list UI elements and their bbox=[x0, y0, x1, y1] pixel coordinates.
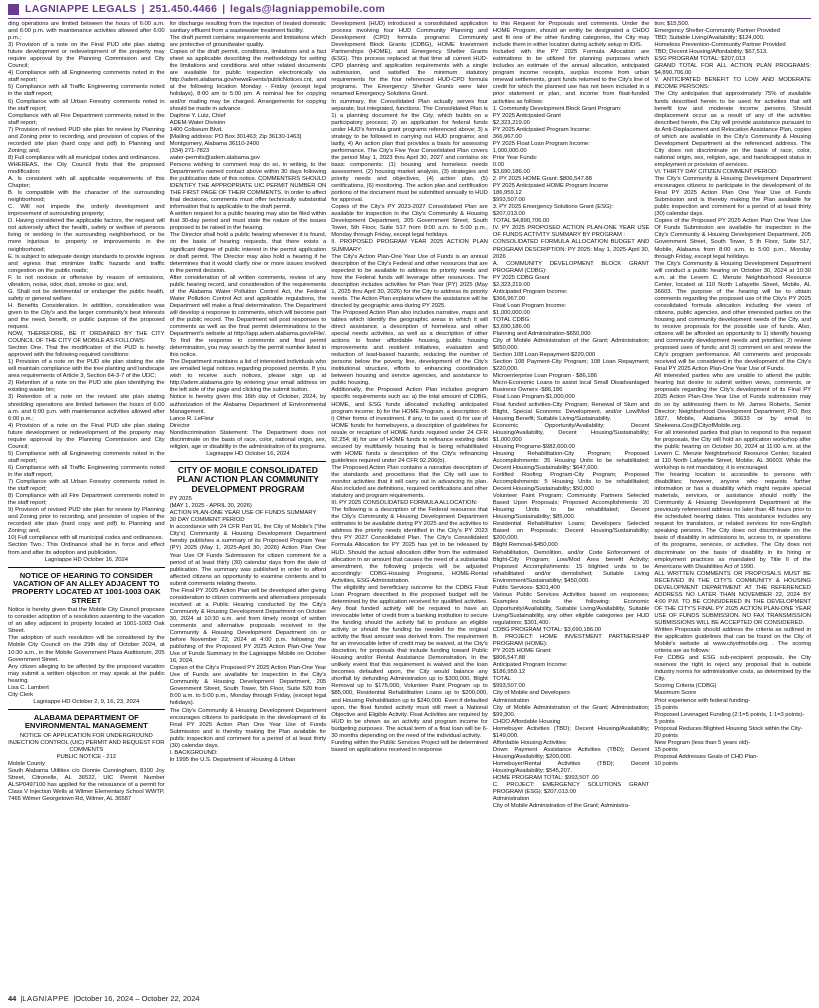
notice-paragraph: $1,000,000.00 bbox=[492, 309, 530, 316]
notice-paragraph: New Program (less than 5 years old)- bbox=[654, 739, 751, 746]
header-separator: | bbox=[222, 3, 226, 15]
notice-paragraph: Any citizen alleging to be affected by the proposed vacation may submit a written objection or may speak at the public hearing. bbox=[8, 663, 165, 684]
notice-paragraph: TOTAL bbox=[492, 676, 511, 683]
notice-paragraph: 15 points bbox=[654, 704, 678, 711]
notice-paragraph: Administration bbox=[492, 796, 530, 803]
notice-paragraph: $3,690,186.00 bbox=[492, 324, 530, 331]
notice-paragraph: $993,507.00 bbox=[492, 197, 525, 204]
footer-brand: LAGNIAPPE bbox=[22, 993, 70, 1003]
notice-paragraph: Development (HUD) introduced a consolidated application process involving four HUD Community Planning and Development (CPD) formula programs: Community Development Block Grants (CDBG), HOME Investment Partnerships (HOME), and Emergency Shelter Grants (ESG). This process replaced at that time all current HUD-CPD planning and application requirements with a single submission, and satisfied the minimum statutory requirements for the four referenced HUD-CPD formula programs. The Emergency Shelter Grants were later renamed Emergency Solutions Grant. bbox=[331, 21, 488, 98]
notice-paragraph: Prior experience with federal funding- bbox=[654, 697, 751, 704]
notice-paragraph: 1400 Coliseum Blvd. bbox=[169, 126, 223, 133]
section-marker-icon bbox=[8, 4, 19, 15]
notice-paragraph: $207,013.00 bbox=[492, 211, 525, 218]
notice-paragraph: 6) Compliance with all Traffic Engineering comments noted in the staff report; bbox=[8, 464, 165, 478]
notice-paragraph: Anticipated Program Income: bbox=[492, 662, 568, 669]
notice-paragraph: PY 2025 Anticipated Grant bbox=[492, 112, 561, 119]
notice-paragraph: Housing Programs-$982,600.00 bbox=[492, 443, 575, 450]
header-phone: 251.450.4466 bbox=[149, 3, 218, 15]
notice-paragraph: City of Mobile and Developers bbox=[492, 690, 570, 697]
notice-paragraph: Additionally, the Proposed Action Plan includes program specific requirements such as: a) the total amount of CDBG, HOME, and ESG funds allocated including anticipated program income; b) for the HOME Program, a description of: i) Other forms of investment, if any, to be used; ii) for use of HOME funds for homebuyers, a description of guidelines for resale or recapture of HOME funds required under 24 CFR 92.254; iii) for use of HOME funds to refinance existing debt secured by multifamily housing that is being rehabilitated with HOME funds a description of the City's refinancing guidelines required under 24 CFR 92.206(b). bbox=[331, 387, 488, 464]
notice-paragraph: The City anticipates that approximately 75% of available funds described herein to be used for activities that will benefit low and moderate income persons. Should displacement occur as a result of any of the activities described herein, the City will provide assistance pursuant to its Anti-Displacement and Relocation Assistance Plan, copies of which are available in the City's Community & Housing Development Department at the referenced address. The City does not discriminate on the basis of race, color, national origin, sex, religion, age, and handicapped status in employment or provision of services. bbox=[654, 91, 811, 168]
notice-paragraph: Rehabilitation, Demolition, and/or Code Enforcement of Blight-City Program; Low/Mod Area benefit Activity; Proposed Accomplishments: 15 blighted units to be rehabilitated and/or demolished; Suitable Living Environment/Sustainability; $450,000. bbox=[492, 549, 650, 584]
notice-paragraph: II. PROPOSED PROGRAM YEAR 2025 ACTION PLAN SUMMARY: bbox=[331, 239, 488, 253]
notice-paragraph: ALL WRITTEN COMMENTS OR PROPOSALS MUST BE RECEIVED IN THE CITY'S COMMUNITY & HOUSING DEVELOPMENT DEPARTMENT AT THE REFERENCED ADDRESS NO LATER THAN NOVEMBER 22, 2024 BY 4:00 P.M. TO BE CONSIDERED IN THE DEVELOPMENT OF THE CITY'S FINAL PY 2025 ACTION PLAN-ONE YEAR USE OF FUNDS SUBMISSION. NO FAX TRANSMISSION SUBMISSIONS WILL BE ACCEPTED OR CONSIDERED. bbox=[654, 570, 811, 626]
notice-paragraph: The eligibility and beneficiary outcome for the CDBG Float Loan Program described in the proposed budget will be determined by the application received for qualified activities. Any float funded activity will be required to have an irrevocable letter of credit from a banking institution to secure the funding should the activity fail to produce an eligible activity or should the funding be needed for the original activity the float amount was derived from. The requirement for an irrevocable letter of credit may be waived, at the City's discretion, for proposals that include funding toward Public Housing and/or Rental Assistance Demonstration. In the unlikely event that this requirement is waived and the loan becomes defaulted upon, the City would balance any shortfall by defunding Administration up to $300,000, Blight Removal up to $175,000, Volunteer Paint Program up to $85,000, Residential Rehabilitation Loans up to $200,000, and Housing Rehabilitation up to $240,000. Even if defaulted upon, the float funded activity must still meet a National Objective and Eligible Activity. Float Activities are required by HUD to be shown as an activity and program income for budgeting purposes. The actual term of a float loan will be 6-30 months depending on the need of the individual activity. bbox=[331, 584, 488, 739]
notice-paragraph: Homeless Prevention-Community Partner Provided bbox=[654, 42, 786, 49]
notice-paragraph: In 1995 the U.S. Department of Housing & Urban bbox=[169, 756, 296, 763]
column-1 bbox=[8, 21, 165, 987]
notice-paragraph: Affordable Housing Activities bbox=[492, 739, 566, 746]
notice-paragraph: Prior Year Funds: bbox=[492, 154, 538, 161]
notice-paragraph: CDBG PROGRAM TOTAL: $3,690,186.00 bbox=[492, 627, 602, 634]
notice-paragraph: The Proposed Action Plan also includes narrative, maps and tables which identify the geographic areas in which it will direct assistance, a description of homeless and other special needs activities, as well as a description of other actions to foster affordable housing, public housing improvements and resident initiatives, evaluation and reduction of lead-based hazards, reducing the number of persons below the poverty line, development of the City's institutional structure, efforts to enhancing coordination between housing and service agencies, and assistance to public housing. bbox=[331, 309, 488, 387]
notice-paragraph: The Proposed Action Plan contains a narrative description of the standards and procedures that the City will use to monitor activities that it will carry out in advancing its plan. Also included are definitions, required certifications and other statutory and program requirements. bbox=[331, 464, 488, 500]
notice-paragraph: 3. PY 2025 Emergency Solutions Grant (ESG): bbox=[492, 204, 613, 211]
notice-paragraph: After consideration of all written comments, review of any public hearing record, and consideration of the requirements of the Alabama Water Pollution Control Act, the Federal Water Pollution Control Act and applicable regulations, the Department will make a final determination. The Department will develop a response to comments, which will become part of the public record. The Department will post responses to comments as well as the final permit determinations to the Department's website at http://app.adem.alabama.gov/eFile/. To find the response to comments and final permit determination, you may search by the permit number listed in this notice. bbox=[169, 274, 327, 359]
notice-paragraph: III. PY 2025 CONSOLIDATED FORMULA ALLOCATION: bbox=[331, 500, 478, 507]
notice-paragraph: Anticipated Program Income: bbox=[492, 288, 568, 295]
notice-heading: CITY OF MOBILE CONSOLIDATED PLAN/ ACTION PLAN COMMUNITY DEVELOPMENT PROGRAM bbox=[176, 464, 319, 494]
notice-paragraph: The City's Action Plan-One Year Use of Funds is an annual description of the City's Federal and other resources that are expected to be available to address its priority needs and how the Federal funds will leverage other resources. The description includes activities for Plan Year (PY) 2025 (May 1, 2025 thru April 30, 2026) for the City to address its priority needs. The Action Plan explains where the assistance will be directed by geographic area during PY 2025. bbox=[331, 253, 488, 309]
notice-paragraph: All interested parties who are unable to attend the public hearing but desire to submit written views, comments, or proposals regarding the City's development of its Final PY 2025 Action Plan-One Year Use of Funds submission may do so by addressing them to Mr. James Roberts, Senior Director; Neighborhood Development Department; P.O. Box 1827, Mobile, Alabama 36633 or by email to Shekeena.Cox@CityofMobile.org. bbox=[654, 373, 811, 429]
notice-paragraph: 5) Compliance with all Engineering comments noted in the staff report; bbox=[8, 450, 165, 464]
notice-paragraph: B. Is compatible with the character of the surrounding neighborhood; bbox=[8, 190, 165, 204]
notice-paragraph: PY 2025 Anticipated HOME Program Income bbox=[492, 183, 609, 190]
notice-paragraph: 2) Retention of a note on the PUD site plan identifying the existing waste bin; bbox=[8, 380, 165, 394]
notice-paragraph: ESG PROGRAM TOTAL: $207,013 bbox=[654, 56, 746, 63]
notice-paragraph: 0.00 bbox=[492, 161, 505, 168]
notice-paragraph: Microenterprise Loan Program - $86,186 bbox=[492, 373, 597, 380]
notice-paragraph: Persons wishing to comment may do so, in writing, to the Department's named contact above within 30 days following the publication date of this notice. COMMENTERS SHOULD IDENTIFY THE APPROPRIATE UIC PERMIT NUMBER ON THE FIRST PAGE OF THEIR COMMENTS. In order to affect final decisions, comments must offer technically substantial information that is applicable to the draft permit. bbox=[169, 161, 327, 211]
notice-paragraph: Proposal Addresses Goals of CHD Plan- bbox=[654, 753, 759, 760]
notice-paragraph: 30 DAY COMMENT PERIOD bbox=[169, 517, 245, 524]
header-rule bbox=[8, 18, 811, 19]
page-header bbox=[0, 0, 819, 18]
column-4 bbox=[493, 21, 650, 987]
notice-paragraph: 15 points bbox=[654, 746, 678, 753]
notice-paragraph: I. BACKGROUND: bbox=[169, 749, 218, 756]
issue-dates: October 16, 2024 – October 22, 2024 bbox=[75, 993, 200, 1003]
notice-paragraph: $806,547.88 bbox=[492, 655, 525, 662]
notice-paragraph: F. Is not noxious or offensive by reason of emissions, vibration, noise, odor, dust, smoke or gas; and, bbox=[8, 274, 165, 288]
notice-paragraph: Written Proposals should address the criteria as outlined in the application guidelines that can be found on the City of Mobile's website at www.cityofmobile.org . The scoring criteria are as follows: bbox=[654, 627, 811, 655]
notice-paragraph: ding operations are limited between the hours of 6:00 a.m. and 6:00 p.m. with maintenance activities allowed after 6:00 p.m.; bbox=[8, 21, 165, 42]
notice-paragraph: TOTAL $4,890,706.00 bbox=[492, 218, 550, 225]
notice-paragraph: Nondiscrimination Statement: The Department does not discriminate on the basis of race, color, national origin, sex, religion, age or disability in the administration of its programs. bbox=[169, 429, 327, 450]
page-number: 44 bbox=[8, 993, 17, 1003]
notice-paragraph: The following is a description of the Federal resources that the City's Community & Housing Development Department estimates to be available during PY 2025 and the activities to address the priority needs identified in the City's PY 2023 thru PY 2027 Consolidated Plan. The City's Consolidated Formula Allocation for PY 2025 has yet to be released by HUD. Should the actual allocation differ from the estimated allocation in an amount that causes the need of a substantial amendment, the following projects will be adjusted accordingly: CDBG-Housing Programs, HOME-Rental Activities, ESG-Administration. bbox=[331, 507, 488, 584]
notice-paragraph: For CDBG and ESG sub-recipient proposals, the City reserves the right to reject any proposal that is outside industry norms for administrative costs, as determined by the City. bbox=[654, 655, 811, 683]
notice-paragraph: Included with the PY 2025 Formula Allocation are estimations to be utilized for planning purposes which includes an estimate of the annual allocation, anticipated program income receipts, surplus income from urban renewal settlements, grant funds returned to the City's line of credit for which the planned use has not been included in a prior statement or plan, and income from float-funded activities as follows: bbox=[492, 49, 650, 105]
notice-paragraph: WHEREAS, the City Council finds that the proposed modification: bbox=[8, 161, 165, 175]
notice-subheading: NOTICE OF APPLICATION FOR UNDERGROUND INJECTION CONTROL (UIC) PERMIT AND REQUEST FOR COMMENTS bbox=[8, 732, 165, 753]
notice-paragraph: City of Mobile Administration of the Grant; Administration; $650,000. bbox=[492, 338, 650, 352]
notice-divider bbox=[8, 567, 165, 568]
notice-paragraph: Public Services- $301,400 bbox=[492, 584, 560, 591]
notice-paragraph: The Final PY 2025 Action Plan will be developed after giving consideration to citizen comments and alternatives proposals received at a Public Hearing conducted by the City's Community & Housing Development Department on October 30, 2024 at 10:30 a.m. and from timely receipt of written comments and alternative proposals received in the Community & Housing Development Department on or before November 22, 2024 at 4:00 p.m. following the publishing of the Proposed PY 2025 Action Plan-One Year Use of Funds Summary in the Lagniappe Mobile on October 16, 2024. bbox=[169, 587, 327, 665]
notice-paragraph: 5 points bbox=[654, 718, 675, 725]
section-title: LAGNIAPPE LEGALS bbox=[25, 3, 137, 15]
notice-paragraph: Economic Opportunity/Availability; Decent Housing/Availability, Decent Housing/Sustainability; $1,000,000 bbox=[492, 422, 650, 443]
header-email: legals@lagniappemobile.com bbox=[230, 3, 386, 15]
notice-paragraph: TBD; Suitable Living/Availability; $124,000. bbox=[654, 35, 765, 42]
notice-paragraph: NOW, THEREFORE, BE IT ORDAINED BY THE CITY COUNCIL OF THE CITY OF MOBILE AS FOLLOWS: bbox=[8, 331, 165, 345]
notice-paragraph: 186,959.12 bbox=[492, 190, 522, 197]
notice-paragraph: Section 108 Payment-City Program; 108 Loan Repayment; $220,000. bbox=[492, 359, 650, 373]
notice-paragraph: Notice is hereby given that the Mobile City Council proposes to consider adoption of a resolution assenting to the vacation of an alley adjacent to property located at 1001-1003 Oak Street. bbox=[8, 607, 165, 635]
notice-heading: NOTICE OF HEARING TO CONSIDER VACATION OF AN ALLEY ADJACENT TO PROPERTY LOCATED AT 1001-1003 OAK STREET bbox=[11, 570, 161, 605]
notice-paragraph: A. COMMUNITY DEVELOPMENT BLOCK GRANT PROGRAM (CDBG): bbox=[492, 260, 650, 274]
notice-heading: ALABAMA DEPARTMENT OF ENVIRONMENTAL MANAGEMENT bbox=[24, 712, 148, 731]
notice-subheading: PUBLIC NOTICE - 212 bbox=[56, 753, 116, 760]
notice-paragraph: 10) Full compliance with all municipal codes and ordinances. bbox=[8, 535, 164, 542]
notice-paragraph: PY 2025 HOME Grant: bbox=[492, 648, 552, 655]
notice-paragraph: The draft permit contains requirements and limitations which are protective of groundwater quality. bbox=[169, 35, 327, 49]
notice-paragraph: Scoring Criteria (CDBG) bbox=[654, 683, 717, 690]
notice-paragraph: ACTION PLAN-ONE YEAR USE OF FUNDS SUMMARY bbox=[169, 510, 317, 517]
notice-paragraph: $2,323,219.00 bbox=[492, 281, 530, 288]
notice-paragraph: In summary, the Consolidated Plan actually serves four separate, but integrated, functions. The Consolidated Plan is 1) a planning document for the City, which builds on a participatory process; 2) an application for federal funds under HUD's formula grant programs referenced above; 3) a strategy to be followed in carrying out HUD programs; and lastly, 4) An action plan that provides a basis for assessing performance. The City's Five Year Consolidated Plan covers the period May 1, 2023 thru April 30, 2027 and contains six basic components: (1) housing and homeless needs assessment, (2) housing market analysis, (3) strategies and priority needs and objectives, (4) action plan, (5) certifications, (6) monitoring. The action plan and certification portions of the document must be submitted annually to HUD for approval. bbox=[331, 98, 488, 204]
notice-paragraph: Volunteer Paint Program; Community Partners Selected Based Upon Proposals; Proposed Accomplishments: 20 Housing Units to be rehabilitated; Decent Housing/Sustainability; $85,000. bbox=[492, 493, 650, 521]
notice-paragraph: Various Public Services Activities based on responses; Examples include the following: Economic Opportunity/Availability, Suitable Living/Availability, Suitable Living/Sustainability, any other eligible categories per HUD regulations; $301,400. bbox=[492, 591, 650, 626]
notice-paragraph: 7) Compliance with all Urban Forestry comments noted in the staff report; bbox=[8, 479, 165, 493]
notice-paragraph: TBD; Decent Housing/Affordability; $67,513. bbox=[654, 49, 768, 56]
footer-separator: | bbox=[73, 993, 76, 1003]
notice-paragraph: C. PROJECT: EMERGENCY SOLUTIONS GRANT PROGRAM (ESG): $207,013.00 bbox=[492, 782, 650, 796]
notice-paragraph: The adoption of such resolution will be considered by the Mobile City Council on the 29th day of October 2024, at 10:30 a.m., in the Mobile Government Plaza Auditorium, 205 Government Street. bbox=[8, 635, 165, 663]
notice-paragraph: PY 2025 CDBG Grant bbox=[492, 274, 550, 281]
column-3 bbox=[331, 21, 488, 987]
notice-paragraph: Section One. That the modification of the PUD is hereby approved with the following required conditions: bbox=[8, 345, 165, 359]
notice-paragraph: Notice is hereby given this 16th day of October, 2024, by authorization of the Alabama Department of Environmental Management. bbox=[169, 394, 327, 415]
notice-paragraph: The City's Community & Housing Development Department encourages citizens to participate in the development of its Final PY 2025 Action Plan One Year Use of Funds Submission and is thereby making the Plan available for public inspection and comment for a period of at least thirty (30) calendar days. bbox=[654, 176, 811, 218]
notice-paragraph: Compliance with all Fire Department comments noted in the staff report; bbox=[8, 112, 165, 126]
notice-paragraph: $3,690,186.00 bbox=[492, 168, 530, 175]
notice-paragraph: 3) Retention of a note on the revised site plan stating shredding operations are limited between the hours of 6:00 a.m. and 6:00 p.m. with maintenance activities allowed after 6:00 p.m.; bbox=[8, 394, 165, 422]
notice-paragraph: South Alabama Utilities c/o Donnie Cunningham, 8100 Joy Street, Citronelle, AL 36522, UIC Permit Number ALSP0497100 has applied for the reissuance of a permit for Class V Injection Wells at Wilmer Elementary School WWTP, 7465 Wilmer Georgetown Rd, Wilmer, AL 36587 bbox=[8, 767, 165, 803]
notice-paragraph: (334) 271-7823 bbox=[169, 147, 210, 154]
notice-paragraph: Director bbox=[169, 422, 190, 429]
notice-paragraph: The City's Community & Housing Development Department will conduct a public hearing on October 30, 2024 at 10:30 a.m. at the Levern C. Menzie Neighborhood Resource Center, located at 110 North Lafayette Street, Mobile, AL 36603. The purpose of the hearing will be to obtain comments regarding the proposed use of the City's PY 2025 consolidated formula allocation including the views of citizens, public agencies, and other interested parties on the housing and community development needs of the City, and to receive proposals for the possible use of funds. Also, citizens will be afforded an opportunity to 1) identify housing and community development needs and priorities; 2) review proposed uses of funds; and 3) comment on and review the City's program performance. All comments and proposals received will be considered in the development of the City's Final PY 2025 Action Plan-One Year Use of Funds. bbox=[654, 260, 811, 373]
footer-separator: | bbox=[20, 993, 23, 1003]
notice-divider bbox=[8, 709, 165, 710]
notice-paragraph: CONSOLIDATED FORMULA ALLOCATION BUDGET AND PROGRAM DESCRIPTION: PY 2025: May 1, 2025-April 30, 2026 bbox=[492, 239, 650, 260]
notice-paragraph: PY 2025 Float Loan Program Income: bbox=[492, 140, 590, 147]
notice-paragraph: Maximum Score bbox=[654, 690, 697, 697]
notice-paragraph: Copies of the Proposed PY 2025 Action Plan One Year Use Of Funds Submission are available for inspection in the City's Community & Housing Development Department, 205 Government Street, South Tower, 5 th Floor, Suite 517, Mobile, Alabama from 8:00 a.m. to 5:00 p.m., Monday through Friday, except legal holidays. bbox=[654, 218, 811, 260]
notice-paragraph: (MAY 1, 2025 - APRIL 30, 2026) bbox=[169, 503, 252, 510]
notice-paragraph: 4) Compliance with all Engineering comments noted in the staff report; bbox=[8, 70, 165, 84]
notice-paragraph: Mobile County bbox=[8, 760, 46, 767]
notice-paragraph: Copies of the draft permit, conditions, limitations and a fact sheet as applicable describing the methodology for setting the limitations and conditions and other related documents are available for public inspection electronically via http://adem.alabama.gov/newsEvents/publicNotices.cnt, and at the following location Monday - Friday (except legal holidays), 8:00 am to 5:00 pm. A nominal fee for copying and/or mailing may be charged. Arrangements for copying should be made in advance. bbox=[169, 49, 327, 112]
notice-paragraph: B. PROJECT: HOME INVESTMENT PARTNERSHIP PROGRAM (HOME): bbox=[492, 634, 650, 648]
notice-paragraph: 6) Compliance with all Urban Forestry comments noted in the staff report; bbox=[8, 98, 165, 112]
column-2 bbox=[170, 21, 327, 987]
notice-paragraph: Lisa C. Lambert bbox=[8, 684, 49, 691]
notice-paragraph: City Clerk bbox=[8, 691, 34, 698]
notice-paragraph: Float Loan Program Income: bbox=[492, 302, 567, 309]
notice-paragraph: Section 108 Loan Repayment-$220,000 bbox=[492, 352, 596, 359]
notice-paragraph: Lance R. LeFleur bbox=[169, 415, 214, 422]
page-footer bbox=[8, 992, 200, 1004]
notice-paragraph: For all interested parties that plan to respond to this request for proposals, the City will hold an application workshop after the public hearing on October 30, 2024 at 11:00 a.m. at the Levern C. Menzie Neighborhood Resource Center, located at 110 North Lafayette Street, Mobile, AL 36603. While the workshop is not mandatory, it is encouraged. bbox=[654, 429, 811, 471]
notice-paragraph: H. Benefits Consideration. In addition, consideration was given to the City's and the larger community's best interests and the need, benefit, or public purpose of the proposed request. bbox=[8, 302, 165, 331]
notice-paragraph: [Mailing address: PO Box 301463; Zip 36130-1463] bbox=[169, 133, 302, 140]
notice-paragraph: ADEM-Water Division bbox=[169, 119, 226, 126]
notice-paragraph: 1,000,000.00 bbox=[492, 147, 527, 154]
notice-paragraph: Proposal Reduces Blighted Housing Stock within the City- bbox=[654, 725, 803, 732]
notice-paragraph: 20 points bbox=[654, 732, 678, 739]
notice-paragraph: CHDO Affordable Housing bbox=[492, 718, 561, 725]
notice-paragraph: Residential Rehabilitation Loans; Developers Selected Based on Proposals; Decent Housing/Sustainability; $200,000. bbox=[492, 521, 650, 542]
notice-paragraph: Homebuyer/Rental Activities (TBD); Decent Housing/Availability; $545,207. bbox=[492, 760, 650, 774]
notice-paragraph: 10 points bbox=[654, 760, 678, 767]
notice-paragraph: 1. Community Development Block Grant Program: bbox=[492, 105, 622, 112]
notice-publication-line: Lagniappe HD October 16, 2024 bbox=[206, 450, 290, 457]
notice-paragraph: 8) Full compliance with all municipal codes and ordinances. bbox=[8, 154, 160, 161]
notice-paragraph: $2,323,219.00 bbox=[492, 119, 530, 126]
notice-paragraph: 366,967.00 bbox=[492, 133, 522, 140]
notice-paragraph: The City's Community & Housing Development Department encourages citizens to participate in the development of its Final PY 2025 Action Plan One Year Use of Funds Submission and is thereby making the Plan available for public inspection and comment for a period of at least thirty (30) calendar days. bbox=[169, 707, 327, 749]
column-5 bbox=[654, 21, 811, 987]
notice-paragraph: A. Is consistent with all applicable requirements of this Chapter; bbox=[8, 176, 165, 190]
notice-paragraph: In accordance with 24 CFR Part 91, the City of Mobile's ("the City's) Community & Housing Development Department hereby publishes a summary of its Proposed Program Year (PY) 2025 (May 1, 2025-April 30, 2026) Action Plan One Year Use Of Funds Submission for citizen comment for a period of at least thirty (30) calendar days from the date of publication. The summary was published in order to afford affected citizens an opportunity to examine contents and to submit comments relating thereto. bbox=[169, 524, 327, 587]
notice-paragraph: City of Mobile Administration of the Grant; Administration; $99,300. bbox=[492, 704, 650, 718]
notice-paragraph: $186,959.12 bbox=[492, 669, 525, 676]
notice-paragraph: Proposed Leveraged Funding (2:1=5 points, 1:1=3 points)- bbox=[654, 711, 805, 718]
notice-paragraph: $993,507.00 bbox=[492, 683, 525, 690]
notice-paragraph: Administration bbox=[492, 697, 530, 704]
notice-paragraph: PY 2025 bbox=[169, 496, 192, 503]
notice-paragraph: Montgomery, Alabama 36110-2400 bbox=[169, 140, 260, 147]
notice-paragraph: 2. PY 2025 HOME Grant: $806,547.88 bbox=[492, 176, 592, 183]
notice-paragraph: Housing Rehabilitation-City Program; Proposed Accomplishments: 35 Housing Units to be rehabilitated; Decent Housing/Sustainability; $647,600. bbox=[492, 450, 650, 471]
notice-paragraph: IV. PY 2025 PROPOSED ACTION PLAN-ONE YEAR USE OF FUNDS ACTIVITY SUMMARY BY PROGRAM : bbox=[492, 225, 650, 239]
notice-paragraph: Emergency Shelter-Community Partner Provided bbox=[654, 28, 780, 35]
notice-paragraph: D. Having considered the applicable factors, the request will not adversely affect the health, safety or welfare of persons living or working in the surrounding neighborhood, or be more injurious to property or improvements in the neighborhood; bbox=[8, 218, 165, 253]
notice-paragraph: VI. THIRTY DAY CITIZEN COMMENT PERIOD: bbox=[654, 168, 778, 175]
notice-paragraph: Section Two.: This Ordinance shall be in force and effect from and after its adoption and publication. bbox=[8, 542, 165, 556]
notice-paragraph: Funding within the Public Services Project will be determined based on applications received in response bbox=[331, 739, 488, 753]
notice-paragraph: PY 2025 Anticipated Program Income: bbox=[492, 126, 591, 133]
notice-paragraph: V. ANTICIPATED BENEFIT TO LOW AND MODERATE INCOME PERSONS: bbox=[654, 77, 811, 91]
notice-paragraph: 8) Compliance with all Fire Department comments noted in the staff report; bbox=[8, 493, 165, 507]
header-separator: | bbox=[141, 3, 145, 15]
notice-paragraph: 1) Provision of a note on the PUD site plan stating the site will maintain compliance with the tree planting and landscape area requirements of Article 3, Section 64-3-7 of the UDC; bbox=[8, 359, 165, 380]
notice-paragraph: 5) Compliance with all Traffic Engineering comments noted in the staff report; bbox=[8, 84, 165, 98]
notice-paragraph: Blight Removal-$450,000 bbox=[492, 542, 558, 549]
notice-paragraph: water-permits@adem.alabama.gov bbox=[169, 154, 260, 161]
notice-paragraph: $366,967.00 bbox=[492, 295, 525, 302]
notice-paragraph: Down Payment Assistance Activities (TBD); Decent Housing/Availability; $200,000. bbox=[492, 746, 650, 760]
notice-paragraph: tion; $15,500. bbox=[654, 21, 690, 27]
notice-paragraph: Copies of the City's Proposed PY 2025 Action Plan-One Year Use of Funds are available for inspection in the City's Community & Housing Development Department, 205 Government Street, South Tower, 5th Floor, Suite 520 from 8:00 a.m. to 5:00 p.m., Monday through Friday, (except legal holidays). bbox=[169, 665, 327, 707]
notice-publication-line: Lagniappe HD October 2, 9, 16, 23, 2024 bbox=[33, 698, 140, 705]
notice-paragraph: A written request for a public hearing may also be filed within that 30-day period and must state the nature of the issues proposed to be raised in the hearing. bbox=[169, 211, 327, 232]
notice-paragraph: The Department maintains a list of interested individuals who are emailed legal notices regarding proposed permits. If you wish to receive such notices, please sign up at http://adem.alabama.gov by entering your email address on the left side of the page and clicking the submit button. bbox=[169, 359, 327, 394]
notice-paragraph: Micro-Economic Loans to assist local Small Disadvantaged Business Owners -$86,186 bbox=[492, 380, 650, 394]
notice-paragraph: GRAND TOTAL FOR ALL ACTION PLAN PROGRAMS: $4,890,706.00 bbox=[654, 63, 811, 77]
notice-paragraph: City of Mobile Administration of the Grant; Administra- bbox=[492, 803, 630, 810]
legal-notice-columns bbox=[8, 21, 811, 987]
notice-paragraph: 7) Provision of revised PUD site plan for review by Planning and Zoning prior to recording, and provision of copies of the recorded site plan (hard copy and pdf) to Planning and Zoning; and, bbox=[8, 126, 165, 154]
notice-paragraph: TOTAL CDBG: bbox=[492, 316, 531, 323]
notice-paragraph: Planning and Administration-$650,000 bbox=[492, 331, 591, 338]
notice-paragraph: 9) Provision of revised PUD site plan for review by Planning and Zoning prior to recording, and provision of copies of the recorded site plan (hard copy and pdf) to Planning and Zoning; and, bbox=[8, 507, 165, 535]
notice-paragraph: 4) Provision of a note on the Final PUD site plan stating future development or redevelopment of the property may require approval by the Planning Commission and City Council; bbox=[8, 422, 165, 450]
notice-paragraph: HOME PROGRAM TOTAL: $993,507 .00 bbox=[492, 775, 599, 782]
notice-paragraph: G. Shall not be detrimental or endanger the public health, safety or general welfare. bbox=[8, 288, 165, 302]
notice-divider bbox=[170, 461, 327, 462]
notice-paragraph: 3) Provision of a note on the Final PUD site plan stating future development or redevelopment of the property may require approval by the Planning Commission and City Council; bbox=[8, 42, 165, 70]
notice-paragraph: The hearing location is accessible to persons with disabilities; however, anyone who requests further information or has a disability which might require special materials, services, or assistance should notify the Community & Housing Development Department at the previously referenced address no later than 48 hours prior to the scheduled hearing dates. This assistance includes any request for translators, or related services for non-English speaking persons. The City does not discriminate on the basis of disability in admissions to, access to, or operations of its programs, services, or activities. The City does not discriminate on the basis of disability in its hiring or employment practices as mandated by Title II of the Americans with Disabilities Act of 1990. bbox=[654, 472, 811, 570]
notice-paragraph: for discharge resulting from the injection of treated domestic sanitary effluent from a wastewater treatment facility. bbox=[169, 21, 327, 35]
notice-paragraph: Daphne Y. Lutz, Chief bbox=[169, 112, 226, 119]
notice-paragraph: Float Loan Program-$1,000,000 bbox=[492, 394, 575, 401]
notice-paragraph: to this Request for Proposals and comments. Under the HOME Program, should an entity be designated a CHDO and fit one of the other funding categories, the City may include them in either location during activity setup in IDIS. bbox=[492, 21, 650, 49]
notice-paragraph: Homebuyer Activities (TBD); Decent Housing/Availability; $149,000. bbox=[492, 725, 650, 739]
notice-paragraph: C. Will not impede the orderly development and improvement of surrounding property; bbox=[8, 204, 165, 218]
notice-publication-line: Lagniappe HD October 16, 2024 bbox=[44, 556, 128, 563]
notice-paragraph: Copies of the City's PY 2023-2027 Consolidated Plan are available for inspection in the City's Community & Housing Development Department, 205 Government Street, South Tower, 5th Floor, Suite 517 from 8:00 a.m. to 5:00 p.m., Monday through Friday, except legal holidays. bbox=[331, 204, 488, 239]
notice-paragraph: Float funded activities-City Program; Renewal of Slum and Blight, Special Economic Development, and/or Low/Mod Housing Benefit; Suitable Living/Sustainability. bbox=[492, 401, 650, 422]
notice-paragraph: E. Is subject to adequate design standards to provide ingress and egress that minimize traffic hazards and traffic congestion on the public roads; bbox=[8, 253, 165, 274]
notice-paragraph: Fortified Roofing Program-City Program; Proposed Accomplishments: 5 Housing Units to be rehabilitated; Decent Housing/Sustainability; $50,000 bbox=[492, 472, 650, 493]
notice-paragraph: The Director shall hold a public hearing whenever it is found, on the basis of hearing requests, that there exists a significant degree of public interest in the permit application or draft permit. The Director may also hold a hearing if he determines that it would clarify one or more issues involved in the permit decision. bbox=[169, 232, 327, 274]
